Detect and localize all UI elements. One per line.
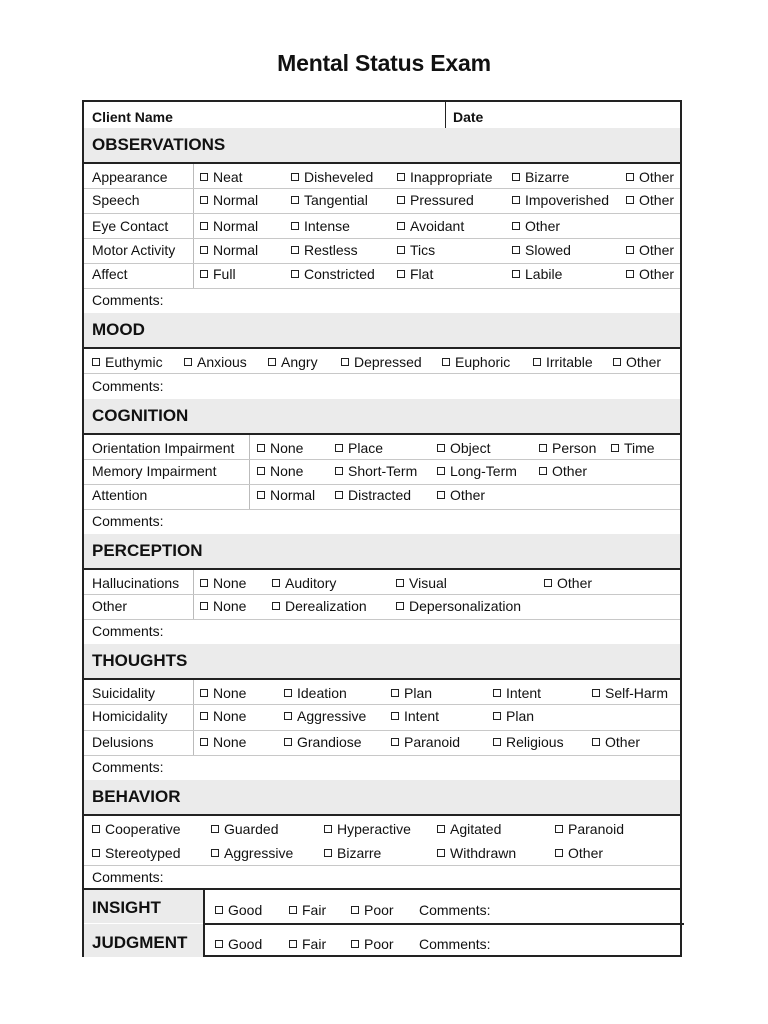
checkbox-icon xyxy=(284,738,292,746)
section-rule xyxy=(84,568,680,570)
comments-label: Comments: xyxy=(92,869,164,885)
comments-label: Comments: xyxy=(92,513,164,529)
row-label-motor-activity: Motor Activity xyxy=(92,242,176,258)
checkbox-icon xyxy=(493,689,501,697)
checkbox-icon xyxy=(335,491,343,499)
page-title: Mental Status Exam xyxy=(277,50,491,76)
checkbox-icon xyxy=(396,579,404,587)
checkbox-option[interactable]: Irritable xyxy=(533,354,593,370)
checkbox-icon xyxy=(211,849,219,857)
checkbox-icon xyxy=(512,173,520,181)
checkbox-icon xyxy=(335,444,343,452)
row-rule xyxy=(84,373,680,374)
checkbox-icon xyxy=(92,825,100,833)
row-rule xyxy=(84,238,680,239)
checkbox-icon xyxy=(391,712,399,720)
checkbox-option[interactable]: Cooperative xyxy=(92,821,181,837)
row-rule xyxy=(84,755,680,756)
checkbox-option[interactable]: None xyxy=(200,598,246,614)
checkbox-option[interactable]: Flat xyxy=(397,266,433,282)
checkbox-option[interactable]: Paranoid xyxy=(391,734,460,750)
checkbox-option[interactable]: None xyxy=(257,463,303,479)
checkbox-icon xyxy=(437,444,445,452)
checkbox-icon xyxy=(200,602,208,610)
checkbox-icon xyxy=(92,358,100,366)
checkbox-icon xyxy=(272,602,280,610)
checkbox-icon xyxy=(555,825,563,833)
checkbox-option[interactable]: Other xyxy=(626,169,674,185)
mental-status-form xyxy=(82,100,682,957)
checkbox-icon xyxy=(341,358,349,366)
checkbox-icon xyxy=(539,444,547,452)
behavior-heading: BEHAVIOR xyxy=(84,780,680,814)
checkbox-icon xyxy=(493,738,501,746)
checkbox-option[interactable]: Other xyxy=(437,487,485,503)
checkbox-icon xyxy=(257,444,265,452)
checkbox-icon xyxy=(291,246,299,254)
checkbox-icon xyxy=(512,270,520,278)
checkbox-option[interactable]: Object xyxy=(437,440,490,456)
checkbox-option[interactable]: Aggressive xyxy=(284,708,366,724)
checkbox-icon xyxy=(397,270,405,278)
checkbox-icon xyxy=(291,173,299,181)
checkbox-icon xyxy=(291,196,299,204)
checkbox-option[interactable]: Ideation xyxy=(284,685,347,701)
checkbox-icon xyxy=(289,906,297,914)
checkbox-icon xyxy=(324,849,332,857)
checkbox-icon xyxy=(493,712,501,720)
comments-label: Comments: xyxy=(92,292,164,308)
checkbox-option[interactable]: Restless xyxy=(291,242,358,258)
checkbox-icon xyxy=(200,222,208,230)
thoughts-heading: THOUGHTS xyxy=(84,644,680,678)
checkbox-icon xyxy=(592,738,600,746)
checkbox-option[interactable]: Guarded xyxy=(211,821,278,837)
checkbox-icon xyxy=(215,906,223,914)
checkbox-icon xyxy=(626,173,634,181)
checkbox-option[interactable]: None xyxy=(200,575,246,591)
checkbox-option[interactable]: Person xyxy=(539,440,596,456)
checkbox-option[interactable]: Withdrawn xyxy=(437,845,516,861)
checkbox-option[interactable]: Anxious xyxy=(184,354,247,370)
row-label-affect: Affect xyxy=(92,266,128,282)
checkbox-icon xyxy=(289,940,297,948)
checkbox-option[interactable]: Plan xyxy=(493,708,534,724)
checkbox-option[interactable]: Normal xyxy=(257,487,315,503)
row-rule xyxy=(84,188,680,189)
checkbox-icon xyxy=(391,738,399,746)
insight-heading: INSIGHT xyxy=(92,898,161,917)
checkbox-icon xyxy=(611,444,619,452)
row-label-memory: Memory Impairment xyxy=(92,463,217,479)
checkbox-icon xyxy=(437,467,445,475)
row-label-eye-contact: Eye Contact xyxy=(92,218,169,234)
checkbox-option[interactable]: Euthymic xyxy=(92,354,163,370)
checkbox-option[interactable]: Neat xyxy=(200,169,243,185)
checkbox-icon xyxy=(200,689,208,697)
checkbox-option[interactable]: Tangential xyxy=(291,192,368,208)
checkbox-icon xyxy=(324,825,332,833)
checkbox-icon xyxy=(291,222,299,230)
comments-label: Comments: xyxy=(92,378,164,394)
checkbox-option[interactable]: Avoidant xyxy=(397,218,464,234)
checkbox-option[interactable]: Other xyxy=(592,734,640,750)
checkbox-option[interactable]: Stereotyped xyxy=(92,845,181,861)
checkbox-option[interactable]: Religious xyxy=(493,734,564,750)
checkbox-option[interactable]: Aggressive xyxy=(211,845,293,861)
checkbox-icon xyxy=(512,222,520,230)
checkbox-option[interactable]: Paranoid xyxy=(555,821,624,837)
checkbox-option[interactable]: Other xyxy=(626,192,674,208)
checkbox-option[interactable]: Angry xyxy=(268,354,318,370)
checkbox-icon xyxy=(539,467,547,475)
checkbox-option[interactable]: None xyxy=(200,708,246,724)
checkbox-option[interactable]: Time xyxy=(611,440,655,456)
checkbox-option[interactable]: Self-Harm xyxy=(592,685,668,701)
checkbox-icon xyxy=(437,491,445,499)
checkbox-icon xyxy=(291,270,299,278)
checkbox-option[interactable]: Other xyxy=(555,845,603,861)
row-label-delusions: Delusions xyxy=(92,734,154,750)
comments-label: Comments: xyxy=(92,759,164,775)
checkbox-option[interactable]: Intent xyxy=(391,708,439,724)
column-divider xyxy=(193,164,194,288)
judgment-heading: JUDGMENT xyxy=(92,933,188,952)
checkbox-option[interactable]: Agitated xyxy=(437,821,501,837)
checkbox-option[interactable]: Constricted xyxy=(291,266,375,282)
checkbox-option[interactable]: Place xyxy=(335,440,383,456)
checkbox-icon xyxy=(284,712,292,720)
column-divider xyxy=(249,435,250,509)
row-label-hallucinations: Hallucinations xyxy=(92,575,180,591)
row-rule xyxy=(84,923,203,924)
checkbox-option[interactable]: Short-Term xyxy=(335,463,417,479)
mood-heading: MOOD xyxy=(84,313,680,347)
checkbox-icon xyxy=(397,173,405,181)
checkbox-option[interactable]: Plan xyxy=(391,685,432,701)
checkbox-icon xyxy=(626,270,634,278)
checkbox-option[interactable]: Visual xyxy=(396,575,447,591)
checkbox-option[interactable]: Other xyxy=(544,575,592,591)
comments-label: Comments: xyxy=(419,936,491,952)
checkbox-icon xyxy=(215,940,223,948)
checkbox-option[interactable]: Other xyxy=(613,354,661,370)
checkbox-icon xyxy=(200,579,208,587)
row-label-attention: Attention xyxy=(92,487,148,503)
checkbox-icon xyxy=(613,358,621,366)
checkbox-icon xyxy=(257,491,265,499)
section-rule xyxy=(84,678,680,680)
section-rule xyxy=(84,162,680,164)
checkbox-icon xyxy=(397,196,405,204)
checkbox-option[interactable]: Normal xyxy=(200,218,258,234)
checkbox-option[interactable]: Depersonalization xyxy=(396,598,521,614)
checkbox-icon xyxy=(555,849,563,857)
row-rule xyxy=(84,459,680,460)
checkbox-option[interactable]: Tics xyxy=(397,242,435,258)
checkbox-icon xyxy=(512,246,520,254)
checkbox-icon xyxy=(437,849,445,857)
checkbox-icon xyxy=(200,246,208,254)
checkbox-option[interactable]: Distracted xyxy=(335,487,411,503)
checkbox-icon xyxy=(284,689,292,697)
checkbox-icon xyxy=(397,222,405,230)
checkbox-option[interactable]: Other xyxy=(539,463,587,479)
checkbox-icon xyxy=(533,358,541,366)
checkbox-icon xyxy=(211,825,219,833)
row-rule xyxy=(84,730,680,731)
checkbox-option[interactable]: None xyxy=(200,734,246,750)
row-rule xyxy=(84,704,680,705)
checkbox-option[interactable]: Poor xyxy=(351,902,394,918)
section-rule xyxy=(84,433,680,435)
checkbox-icon xyxy=(391,689,399,697)
checkbox-icon xyxy=(200,270,208,278)
checkbox-option[interactable]: Disheveled xyxy=(291,169,373,185)
checkbox-icon xyxy=(92,849,100,857)
checkbox-option[interactable]: Good xyxy=(215,902,262,918)
row-label-speech: Speech xyxy=(92,192,140,208)
row-label-suicidality: Suicidality xyxy=(92,685,156,701)
checkbox-icon xyxy=(200,738,208,746)
checkbox-option[interactable]: Slowed xyxy=(512,242,571,258)
checkbox-icon xyxy=(396,602,404,610)
row-label-appearance: Appearance xyxy=(92,169,168,185)
row-rule xyxy=(84,594,680,595)
checkbox-icon xyxy=(626,196,634,204)
checkbox-option[interactable]: Other xyxy=(626,266,674,282)
checkbox-option[interactable]: Derealization xyxy=(272,598,367,614)
checkbox-icon xyxy=(592,689,600,697)
checkbox-option[interactable]: Other xyxy=(626,242,674,258)
checkbox-option[interactable]: Depressed xyxy=(341,354,422,370)
checkbox-icon xyxy=(351,940,359,948)
checkbox-option[interactable]: Euphoric xyxy=(442,354,510,370)
row-rule xyxy=(84,484,680,485)
comments-label: Comments: xyxy=(419,902,491,918)
checkbox-option[interactable]: Long-Term xyxy=(437,463,517,479)
checkbox-option[interactable]: Poor xyxy=(351,936,394,952)
checkbox-icon xyxy=(268,358,276,366)
row-rule xyxy=(84,288,680,289)
column-divider xyxy=(193,680,194,755)
checkbox-option[interactable]: Normal xyxy=(200,192,258,208)
checkbox-option[interactable]: Bizarre xyxy=(512,169,569,185)
client-name-label: Client Name xyxy=(92,109,173,125)
checkbox-icon xyxy=(184,358,192,366)
checkbox-icon xyxy=(442,358,450,366)
checkbox-icon xyxy=(544,579,552,587)
checkbox-option[interactable]: Good xyxy=(215,936,262,952)
checkbox-option[interactable]: Pressured xyxy=(397,192,474,208)
checkbox-option[interactable]: Fair xyxy=(289,936,326,952)
perception-heading: PERCEPTION xyxy=(84,534,680,568)
checkbox-icon xyxy=(626,246,634,254)
checkbox-option[interactable]: Impoverished xyxy=(512,192,609,208)
checkbox-option[interactable]: Intense xyxy=(291,218,350,234)
row-rule xyxy=(84,213,680,214)
cognition-heading: COGNITION xyxy=(84,399,680,433)
row-label-homicidality: Homicidality xyxy=(92,708,168,724)
row-label-orientation: Orientation Impairment xyxy=(92,440,235,456)
row-rule xyxy=(84,619,680,620)
row-rule xyxy=(203,923,684,925)
observations-heading: OBSERVATIONS xyxy=(84,128,680,162)
checkbox-option[interactable]: Intent xyxy=(493,685,541,701)
row-rule xyxy=(84,865,680,866)
checkbox-icon xyxy=(437,825,445,833)
checkbox-option[interactable]: Grandiose xyxy=(284,734,362,750)
checkbox-option[interactable]: Inappropriate xyxy=(397,169,493,185)
date-label: Date xyxy=(453,109,484,125)
checkbox-option[interactable]: Full xyxy=(200,266,236,282)
checkbox-option[interactable]: Other xyxy=(512,218,560,234)
header-divider xyxy=(445,102,446,128)
checkbox-icon xyxy=(272,579,280,587)
comments-label: Comments: xyxy=(92,623,164,639)
checkbox-option[interactable]: Bizarre xyxy=(324,845,381,861)
checkbox-icon xyxy=(351,906,359,914)
checkbox-icon xyxy=(200,712,208,720)
checkbox-icon xyxy=(257,467,265,475)
section-rule xyxy=(84,347,680,349)
checkbox-option[interactable]: Auditory xyxy=(272,575,336,591)
checkbox-option[interactable]: None xyxy=(200,685,246,701)
checkbox-option[interactable]: Hyperactive xyxy=(324,821,411,837)
row-rule xyxy=(84,263,680,264)
checkbox-icon xyxy=(335,467,343,475)
checkbox-option[interactable]: Fair xyxy=(289,902,326,918)
checkbox-icon xyxy=(512,196,520,204)
checkbox-option[interactable]: Normal xyxy=(200,242,258,258)
checkbox-icon xyxy=(397,246,405,254)
checkbox-option[interactable]: Labile xyxy=(512,266,562,282)
checkbox-option[interactable]: None xyxy=(257,440,303,456)
checkbox-icon xyxy=(200,196,208,204)
row-rule xyxy=(84,509,680,510)
checkbox-icon xyxy=(200,173,208,181)
section-rule xyxy=(84,814,680,816)
row-label-other-perception: Other xyxy=(92,598,128,614)
